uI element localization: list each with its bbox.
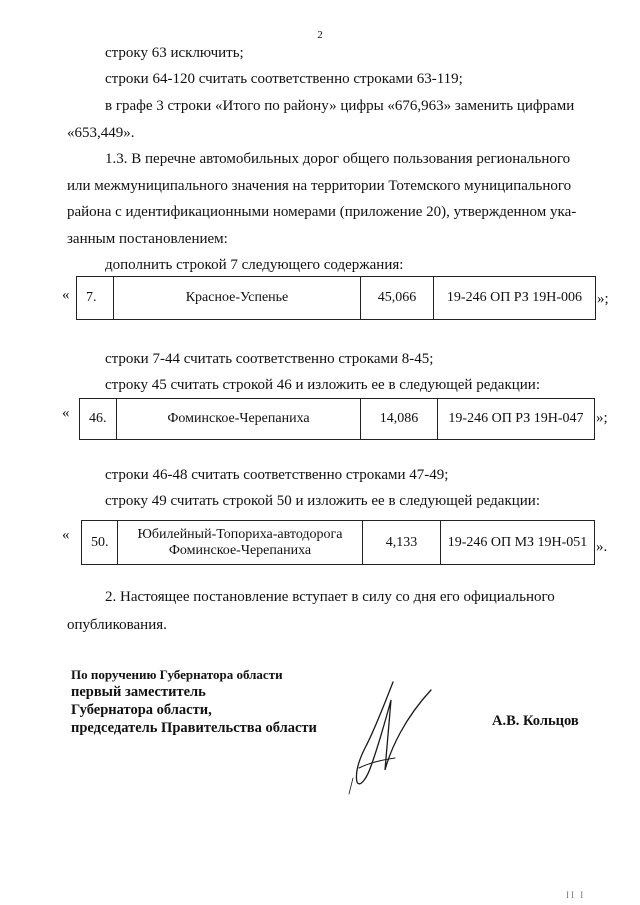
road-length: 4,133 <box>363 521 441 564</box>
page-number: 2 <box>317 29 323 41</box>
paragraph-line: или межмуниципального значения на территории Тотемского муниципального <box>67 178 572 194</box>
paragraph-line: «653,449». <box>67 125 135 141</box>
table-row <box>76 276 596 320</box>
paragraph-line: занным постановлением: <box>67 231 228 247</box>
paragraph-line: строку 49 считать строкой 50 и изложить ее в следующей редакции: <box>105 493 540 509</box>
paragraph-line: района с идентификационными номерами (приложение 20), утвержденном ука- <box>67 204 577 220</box>
signer-name: А.В. Кольцов <box>492 713 579 729</box>
paragraph-line: строку 45 считать строкой 46 и изложить ее в следующей редакции: <box>105 377 540 393</box>
road-name <box>118 521 363 564</box>
road-name-line: Фоминское-Черепаниха <box>168 542 312 558</box>
row-number: 46. <box>80 399 117 439</box>
close-quote: ». <box>596 539 608 555</box>
open-quote: « <box>62 287 70 303</box>
open-quote: « <box>62 405 70 421</box>
footer-mark: II I <box>566 890 586 900</box>
row-number: 7. <box>77 277 114 319</box>
road-id: 19-246 ОП РЗ 19Н-047 <box>448 411 584 426</box>
table-row <box>81 520 595 565</box>
handwritten-signature <box>335 678 455 798</box>
paragraph-line: строки 46-48 считать соответственно строками 47-49; <box>105 467 449 483</box>
open-quote: « <box>62 527 70 543</box>
road-length: 14,086 <box>361 399 438 439</box>
paragraph-line: опубликования. <box>67 617 167 633</box>
road-id: 19-246 ОП РЗ 19Н-006 <box>446 290 583 305</box>
paragraph-line: строки 7-44 считать соответственно строками 8-45; <box>105 351 434 367</box>
road-id: 19-246 ОП МЗ 19Н-051 <box>447 534 588 550</box>
signature-line: председатель Правительства области <box>71 720 317 736</box>
road-length: 45,066 <box>361 277 434 319</box>
road-name: Фоминское-Черепаниха <box>117 399 361 439</box>
paragraph-line: в графе 3 строки «Итого по району» цифры «676,963» заменить цифрами <box>105 98 575 114</box>
road-name-line: Юбилейный-Топориха-автодорога <box>137 526 343 542</box>
signature-line: По поручению Губернатора области <box>71 667 283 682</box>
close-quote: »; <box>596 410 608 426</box>
signature-line: Губернатора области, <box>71 702 212 718</box>
signature-line: первый заместитель <box>71 684 206 700</box>
road-name: Красное-Успенье <box>114 277 361 319</box>
paragraph-line: 2. Настоящее постановление вступает в силу со дня его официального <box>105 589 555 605</box>
signature-block <box>71 667 317 737</box>
row-number: 50. <box>82 521 118 564</box>
paragraph-line: строку 63 исключить; <box>105 45 244 61</box>
paragraph-line: 1.3. В перечне автомобильных дорог общего пользования регионального <box>105 151 571 167</box>
close-quote: »; <box>597 291 609 307</box>
paragraph-line: дополнить строкой 7 следующего содержания: <box>105 257 404 273</box>
paragraph-line: строки 64-120 считать соответственно строками 63-119; <box>105 71 463 87</box>
table-row <box>79 398 595 440</box>
